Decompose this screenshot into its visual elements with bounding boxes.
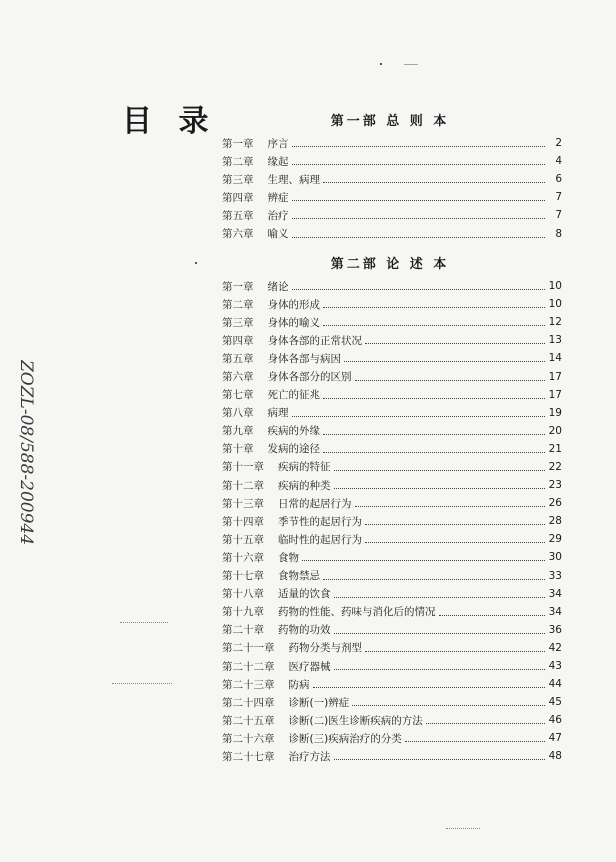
toc-row xyxy=(222,530,562,548)
dot-leader xyxy=(334,758,546,760)
chapter-title: 绪论 xyxy=(267,280,289,293)
dot-leader xyxy=(323,578,545,580)
page-number: 29 xyxy=(548,533,562,546)
chapter-title: 食物 xyxy=(278,551,299,564)
chapter-title: 治疗方法 xyxy=(288,750,331,763)
chapter-title: 适量的饮食 xyxy=(278,588,331,601)
toc-row xyxy=(222,657,562,675)
toc-row xyxy=(222,188,562,206)
toc-row xyxy=(222,621,562,639)
chapter-number: 第二十五章 xyxy=(222,714,275,727)
toc-row xyxy=(222,170,562,188)
chapter-title: 疾病的特征 xyxy=(278,461,331,474)
dot-leader xyxy=(323,433,545,435)
toc-row xyxy=(222,134,562,152)
toc-row xyxy=(222,747,562,765)
toc-row xyxy=(222,313,562,331)
chapter-number: 第一章 xyxy=(222,137,254,150)
toc-row xyxy=(222,152,562,170)
chapter-title: 日常的起居行为 xyxy=(278,497,352,510)
scan-mark xyxy=(446,828,480,830)
page-number: 33 xyxy=(548,569,562,582)
dot-leader xyxy=(292,163,546,165)
chapter-number: 第十一章 xyxy=(222,461,264,474)
chapter-title: 辨症 xyxy=(267,191,289,204)
dot-leader xyxy=(323,397,545,399)
page-number: 14 xyxy=(548,352,562,365)
dot-leader xyxy=(334,469,546,471)
chapter-number: 第二十七章 xyxy=(222,750,275,763)
dot-leader xyxy=(355,379,546,381)
toc-row xyxy=(222,295,562,313)
page-number: 28 xyxy=(548,515,562,528)
part-2-heading: 第二部 论 述 本 xyxy=(330,257,450,272)
page-number: 34 xyxy=(548,605,562,618)
chapter-number: 第十二章 xyxy=(222,479,264,492)
chapter-title: 疾病的种类 xyxy=(278,479,331,492)
chapter-number: 第十三章 xyxy=(222,497,264,510)
chapter-number: 第四章 xyxy=(222,334,254,347)
scan-speck xyxy=(195,262,197,264)
scan-speck xyxy=(404,64,418,65)
dot-leader xyxy=(323,324,545,326)
page-number: 17 xyxy=(548,370,562,383)
svg-text:ZOZL-08/588-200944: ZOZL-08/588-200944 xyxy=(16,360,36,546)
toc-row xyxy=(222,729,562,747)
toc-row xyxy=(222,367,562,385)
page-number: 45 xyxy=(548,696,562,709)
chapter-title: 药物分类与剂型 xyxy=(288,642,362,655)
dot-leader xyxy=(334,487,546,489)
chapter-title: 身体的形成 xyxy=(267,298,320,311)
dot-leader xyxy=(334,668,546,670)
chapter-number: 第四章 xyxy=(222,191,254,204)
dot-leader xyxy=(365,342,545,344)
dot-leader xyxy=(292,415,546,417)
dot-leader xyxy=(323,451,545,453)
page-number: 6 xyxy=(555,173,562,186)
scan-mark xyxy=(120,622,168,624)
dot-leader xyxy=(439,614,546,616)
page-number: 22 xyxy=(548,460,562,473)
dot-leader xyxy=(344,360,545,362)
page-number: 36 xyxy=(548,623,562,636)
page-number: 21 xyxy=(548,442,562,455)
chapter-title: 防病 xyxy=(288,678,310,691)
page-number: 10 xyxy=(548,298,562,311)
toc-row xyxy=(222,349,562,367)
dot-leader xyxy=(302,559,545,561)
toc-row xyxy=(222,224,562,242)
chapter-title: 疾病的外缘 xyxy=(267,425,320,438)
toc-row xyxy=(222,693,562,711)
chapter-number: 第二章 xyxy=(222,298,254,311)
page-number: 43 xyxy=(548,660,562,673)
dot-leader xyxy=(334,596,546,598)
chapter-number: 第九章 xyxy=(222,425,254,438)
toc-row xyxy=(222,585,562,603)
toc-row xyxy=(222,440,562,458)
dot-leader xyxy=(426,722,545,724)
scan-speck xyxy=(380,63,382,65)
chapter-title: 喻义 xyxy=(267,228,289,241)
toc-row xyxy=(222,512,562,530)
dot-leader xyxy=(334,632,546,634)
dot-leader xyxy=(292,236,546,238)
page-number: 2 xyxy=(555,137,562,150)
page-title: 目 录 xyxy=(122,104,217,139)
page-number: 23 xyxy=(548,479,562,492)
page-number: 17 xyxy=(548,388,562,401)
page-number: 20 xyxy=(548,424,562,437)
chapter-number: 第十九章 xyxy=(222,606,264,619)
page-number: 12 xyxy=(548,316,562,329)
chapter-number: 第六章 xyxy=(222,371,254,384)
toc-row xyxy=(222,494,562,512)
page-number: 34 xyxy=(548,587,562,600)
part-1-toc xyxy=(222,134,562,243)
chapter-title: 生理、病理 xyxy=(267,173,320,186)
dot-leader xyxy=(355,505,546,507)
chapter-title: 身体各部的正常状况 xyxy=(267,334,362,347)
chapter-title: 发病的途径 xyxy=(267,443,320,456)
chapter-title: 药物的性能、药味与消化后的情况 xyxy=(278,606,436,619)
toc-row xyxy=(222,404,562,422)
toc-row xyxy=(222,277,562,295)
chapter-number: 第十六章 xyxy=(222,551,264,564)
chapter-number: 第二章 xyxy=(222,155,254,168)
chapter-number: 第二十二章 xyxy=(222,660,275,673)
toc-row xyxy=(222,567,562,585)
chapter-title: 食物禁忌 xyxy=(278,570,320,583)
chapter-number: 第十七章 xyxy=(222,570,264,583)
page-number: 42 xyxy=(548,641,562,654)
chapter-title: 治疗 xyxy=(267,209,289,222)
toc-row xyxy=(222,711,562,729)
page-number: 8 xyxy=(555,227,562,240)
toc-row xyxy=(222,675,562,693)
chapter-number: 第六章 xyxy=(222,228,254,241)
toc-row xyxy=(222,639,562,657)
chapter-title: 死亡的征兆 xyxy=(267,389,320,402)
chapter-number: 第一章 xyxy=(222,280,254,293)
dot-leader xyxy=(292,145,546,147)
scan-mark xyxy=(112,683,172,685)
chapter-title: 药物的功效 xyxy=(278,624,331,637)
dot-leader xyxy=(365,523,545,525)
page-number: 19 xyxy=(548,406,562,419)
page-number: 4 xyxy=(555,155,562,168)
chapter-number: 第三章 xyxy=(222,316,254,329)
dot-leader xyxy=(292,288,546,290)
chapter-title: 序言 xyxy=(267,137,289,150)
page-number: 46 xyxy=(548,714,562,727)
chapter-number: 第十五章 xyxy=(222,533,264,546)
chapter-number: 第二十一章 xyxy=(222,642,275,655)
chapter-title: 身体各部与病因 xyxy=(267,352,341,365)
chapter-number: 第二十四章 xyxy=(222,696,275,709)
chapter-title: 诊断(二)医生诊断疾病的方法 xyxy=(288,714,423,727)
chapter-title: 身体的喻义 xyxy=(267,316,320,329)
chapter-number: 第十章 xyxy=(222,443,254,456)
chapter-title: 诊断(三)疾病治疗的分类 xyxy=(288,732,402,745)
page-number: 47 xyxy=(548,732,562,745)
chapter-number: 第八章 xyxy=(222,407,254,420)
chapter-title: 病理 xyxy=(267,407,289,420)
page-number: 48 xyxy=(548,750,562,763)
chapter-title: 临时性的起居行为 xyxy=(278,533,362,546)
toc-row xyxy=(222,548,562,566)
chapter-title: 医疗器械 xyxy=(288,660,331,673)
chapter-number: 第二十章 xyxy=(222,624,264,637)
toc-row xyxy=(222,458,562,476)
chapter-number: 第二十六章 xyxy=(222,732,275,745)
chapter-number: 第三章 xyxy=(222,173,254,186)
dot-leader xyxy=(352,704,545,706)
toc-row xyxy=(222,331,562,349)
page-number: 26 xyxy=(548,497,562,510)
toc-row xyxy=(222,206,562,224)
part-1-heading: 第一部 总 则 本 xyxy=(330,114,450,129)
chapter-title: 身体各部分的区别 xyxy=(267,371,352,384)
page-number: 10 xyxy=(548,280,562,293)
dot-leader xyxy=(313,686,546,688)
dot-leader xyxy=(292,199,546,201)
handwritten-note xyxy=(14,360,38,630)
dot-leader xyxy=(365,650,545,652)
chapter-title: 诊断(一)辨症 xyxy=(288,696,350,709)
page-number: 13 xyxy=(548,334,562,347)
dot-leader xyxy=(365,541,545,543)
page-number: 30 xyxy=(548,551,562,564)
dot-leader xyxy=(405,740,545,742)
chapter-number: 第五章 xyxy=(222,209,254,222)
page-number: 44 xyxy=(548,678,562,691)
toc-row xyxy=(222,476,562,494)
part-2-toc xyxy=(222,277,562,766)
chapter-number: 第二十三章 xyxy=(222,678,275,691)
chapter-number: 第五章 xyxy=(222,352,254,365)
chapter-number: 第十四章 xyxy=(222,515,264,528)
dot-leader xyxy=(323,306,545,308)
page-number: 7 xyxy=(555,209,562,222)
toc-row xyxy=(222,422,562,440)
chapter-number: 第七章 xyxy=(222,389,254,402)
dot-leader xyxy=(292,217,546,219)
toc-row xyxy=(222,603,562,621)
chapter-number: 第十八章 xyxy=(222,588,264,601)
chapter-title: 季节性的起居行为 xyxy=(278,515,362,528)
dot-leader xyxy=(323,181,545,183)
page-number: 7 xyxy=(555,191,562,204)
toc-row xyxy=(222,386,562,404)
chapter-title: 缘起 xyxy=(267,155,289,168)
